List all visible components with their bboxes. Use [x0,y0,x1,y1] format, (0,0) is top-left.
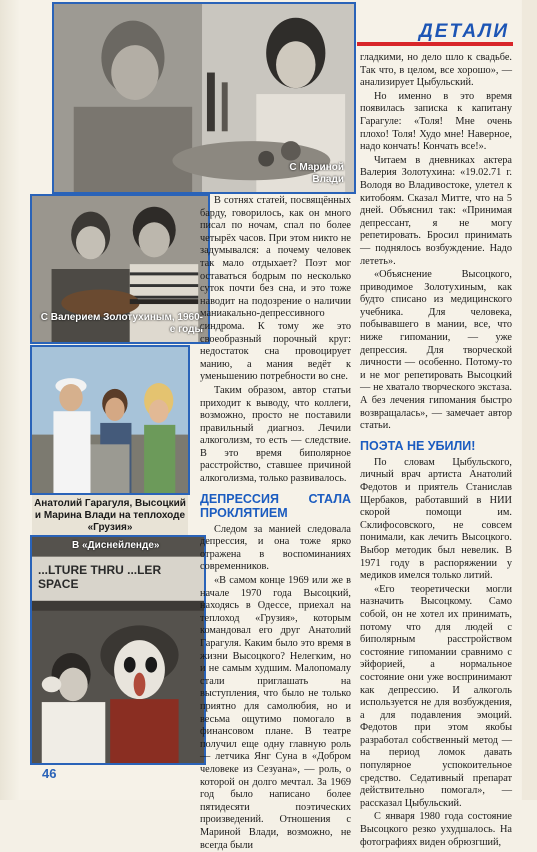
section-label [357,20,513,48]
middle-column [200,195,351,852]
right-paragraph-2: Но именно в это время появилась записка к капитану Гарагуле: «Толя! Мне очень плохо! Толя! Худо мне! Наверное, надо кончать! Кончать все!». [360,90,512,153]
middle-paragraph-1: В сотнях статей, посвящённых барду, говорилось, как он много писал по ночам, спал по более четырёх часов. При этом никто не задумывался: а почему человек так мало отдыхает? Поэт мог оставаться бодрым по несколько суток почти без сна, и это тоже наводит на подозрение о наличии маниакально-депрессивного синдрома. К тому же это своеобразный порочный круг: недостаток сна провоцирует манию, а мания ведёт к уменьшению потребности во сне. [200,195,351,383]
page-edge [522,0,537,800]
photo-3-image [32,347,188,493]
section-label-underline [357,42,513,46]
photo-4-sign-text: ...LTURE THRU ...LER SPACE [38,563,162,591]
middle-paragraph-2: Таким образом, автор статьи приходит к выводу, что коллеги, возможно, просто не поставили правильный диагноз. Лечили алкоголизм, то есть — следствие. В это время биполярное расстройство, ставшее причиной алкоголизма, только развивалось. [200,384,351,485]
photo-with-zolotukhin [30,194,210,344]
middle-paragraph-4: «В самом конце 1969 или же в начале 1970 года Высоцкий, находясь в Одессе, приехал на теплоход «Грузия», которым командовал его друг Анатолий Гарагуля. Каким было это время в жизни Высоцкого? Нелегким, но и не самым худшим. Малопомалу стали приглашать на выступления, что было не только приятно для самолюбия, но и весьма ощутимо помогало в финансовом плане. В театре получил еще одну главную роль — летчика Янг Суна в «Добром человеке из Сезуана», — роль, о которой он долго мечтал. За 1969 год было написано более пятидесяти поэтических произведений. Отношения с Мариной Влади, возможно, не всегда были [200,575,351,851]
photo-2-caption: С Валерием Золотухиным, 1960-е годы [40,312,203,335]
photo-disneyland [30,535,206,765]
right-paragraph-3: Читаем в дневниках актера Валерия Золотухина: «19.02.71 г. Володя во Владивостоке, улетел к китобоям. Сказал Митте, что на 5 дней. Объяснил так: «Принимая депрессант, я не могу репетировать. Бросил принимать — поднялось возбуждение. Надо лететь». [360,154,512,267]
section-label-text: ДЕТАЛИ [419,21,509,42]
middle-paragraph-3: Следом за манией следовала депрессия, и она тоже ярко отражена в воспоминаниях современников. [200,523,351,573]
right-paragraph-5: По словам Цыбульского, личный врач артиста Анатолий Федотов и приятель Станислав Щербаков, работавший в НИИ скорой помощи им. Склифосовского, не совсем понимали, как лечить Высоцкого. Выбор методик был невелик. В 1971 году в распоряжении у медиков имелся только литий. [360,456,512,582]
photo-with-marina-vlady [52,2,356,194]
right-paragraph-4: «Объяснение Высоцкого, приводимое Золотухиным, как будто списано из медицинского учебника. Для человека, побывавшего в мании, все, что ниже гипомании, — уже депрессия. Для творческой личности — особенно. Потому-то и не мог репетировать Высоцкий — не хватало творческого экстаза. А без лечения гипомания быстро возвращалась», — замечает автор статьи. [360,269,512,432]
right-paragraph-6: «Его теоретически могли назначить Высоцкому. Само собой, он не хотел их принимать, потому что для людей с биполярным расстройством состояние гипомании сравнимо с эйфорией, а нормальное состояние они уже воспринимают как депрессию. И алкоголь используется не для возбуждения, а для подавления эмоций. Федотов при этом якобы разработал собственный метод — на период ломок давать популярное успокоительное средство. Седативный препарат действительно помогал», — рассказал Цыбульский. [360,583,512,809]
heading-depression: ДЕПРЕССИЯ СТАЛА ПРОКЛЯТИЕМ [200,491,351,520]
photo-3-caption: Анатолий Гарагуля, Высоцкий и Марина Влади на теплоходе «Грузия» [32,495,188,537]
photo-on-ship-georgia [30,345,190,495]
right-paragraph-1: гладкими, но дело шло к свадьбе. Так что, в целом, все хорошо», — анализирует Цыбульский. [360,52,512,89]
page-number: 46 [42,766,57,781]
photo-4-caption: В «Диснейленде» [72,540,160,551]
right-column [360,52,512,849]
right-paragraph-7: С января 1980 года состояние Высоцкого резко ухудшалось. На фотографиях виден обрюзгший, [360,811,512,848]
photo-1-caption: С Мариной Влади [289,162,344,185]
heading-poet-not-killed: ПОЭТА НЕ УБИЛИ! [360,438,476,453]
